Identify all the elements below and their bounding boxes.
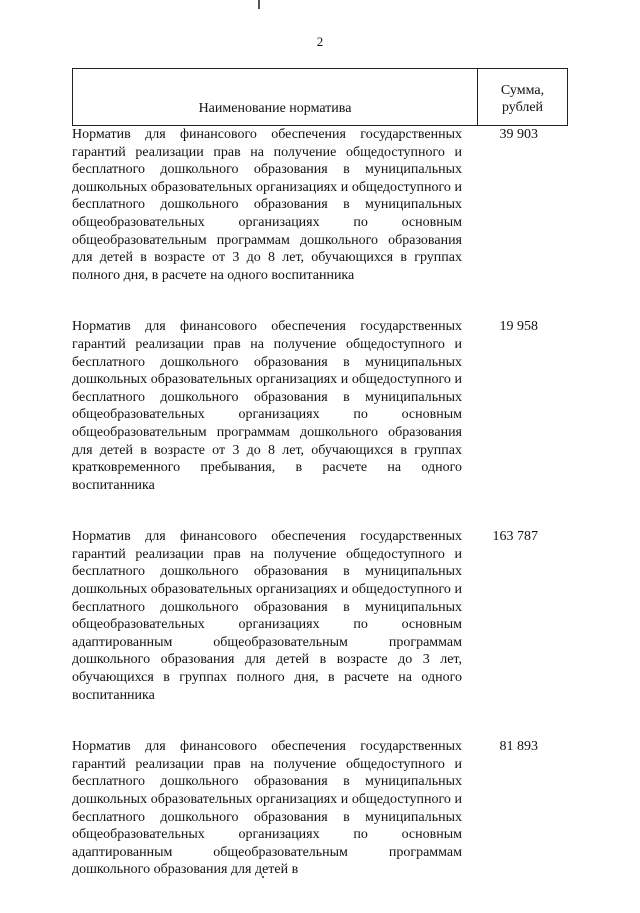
norm-sum: 81 893 — [499, 739, 538, 755]
norm-description: Норматив для финансового обеспечения государственных гарантий реализации прав на получение общедоступного и бесплатного дошкольного образования в муниципальных дошкольных образовательных организациях и общедоступного и бесплатного дошкольного образования в муниципальных общеобразовательных организациях по основным адаптированным общеобразовательным программам дошкольного образования для детей в — [72, 739, 462, 878]
header-name-column: Наименование норматива — [73, 69, 478, 125]
norm-description: Норматив для финансового обеспечения государственных гарантий реализации прав на получение общедоступного и бесплатного дошкольного образования в муниципальных дошкольных образовательных организациях и общедоступного и бесплатного дошкольного образования в муниципальных общеобразовательных организациях по основным общеобразовательным программам дошкольного образования для детей в возрасте от 3 до 8 лет, обучающихся в группах полного дня, в расчете на одного воспитанника — [72, 127, 462, 283]
norm-sum: 19 958 — [499, 319, 538, 335]
page-number: 2 — [316, 34, 324, 49]
header-sum-line2: рублей — [501, 100, 544, 115]
header-sum-line1: Сумма, — [500, 83, 545, 98]
norm-description: Норматив для финансового обеспечения государственных гарантий реализации прав на получение общедоступного и бесплатного дошкольного образования в муниципальных дошкольных образовательных организациях и общедоступного и бесплатного дошкольного образования в муниципальных общеобразовательных организациях по основным адаптированным общеобразовательным программам дошкольного образования для детей в возрасте до 3 лет, обучающихся в группах полного дня, в расчете на одного воспитанника — [72, 529, 462, 703]
header-sum-column — [478, 69, 567, 125]
norms-table — [72, 68, 568, 913]
table-row — [72, 738, 568, 879]
table-row — [72, 126, 568, 284]
table-row — [72, 528, 568, 704]
entries-list — [72, 126, 568, 879]
scan-artifact-top — [258, 0, 260, 9]
table-header — [72, 68, 568, 126]
table-row — [72, 318, 568, 494]
norm-description: Норматив для финансового обеспечения государственных гарантий реализации прав на получение общедоступного и бесплатного дошкольного образования в муниципальных дошкольных образовательных организациях и общедоступного и бесплатного дошкольного образования в муниципальных общеобразовательных организациях по основным общеобразовательным программам дошкольного образования для детей в возрасте от 3 до 8 лет, обучающихся в группах кратковременного пребывания, в расчете на одного воспитанника — [72, 319, 462, 493]
norm-sum: 163 787 — [492, 529, 538, 545]
norm-sum: 39 903 — [499, 127, 538, 142]
